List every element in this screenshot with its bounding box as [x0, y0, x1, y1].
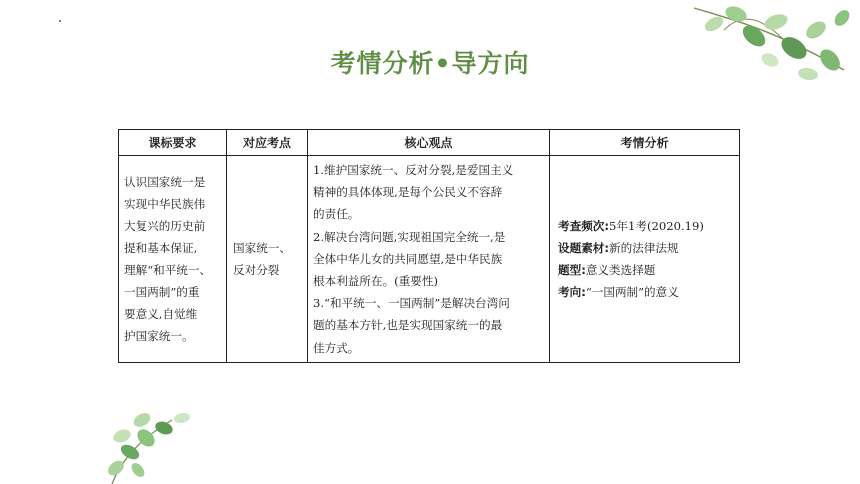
standard-line: 一国两制”的重: [124, 284, 200, 299]
leaf-branch-icon: [102, 408, 214, 484]
cell-analysis: [550, 156, 740, 363]
core-line: 佳方式。: [313, 340, 360, 355]
header-core: 核心观点: [308, 130, 550, 156]
stray-dot: [59, 20, 61, 22]
cell-core: [308, 156, 550, 363]
standard-line: 提和基本保证,: [124, 240, 198, 255]
standard-line: 要意义,自觉维: [124, 306, 198, 321]
standard-line: 护国家统一。: [124, 328, 194, 343]
core-line: 3.“和平统一、一国两制”是解决台湾问: [313, 296, 510, 311]
topic-line: 国家统一、: [233, 240, 291, 255]
core-line: 精神的具体体现,是每个公民义不容辞: [313, 185, 503, 200]
analysis-question-type: 题型:意义类选择题: [558, 262, 656, 277]
header-topic: 对应考点: [227, 130, 308, 156]
standard-line: 实现中华民族伟: [124, 196, 206, 211]
core-line: 题的基本方针,也是实现国家统一的最: [313, 318, 503, 333]
table-header-row: [119, 130, 740, 156]
table-row: [119, 156, 740, 363]
header-analysis: 考情分析: [550, 130, 740, 156]
standard-line: 认识国家统一是: [124, 174, 206, 189]
core-line: 的责任。: [313, 207, 360, 222]
topic-line: 反对分裂: [233, 262, 280, 277]
analysis-frequency: 考查频次:5年1考(2020.19): [558, 218, 704, 233]
analysis-direction: 考向:“一国两制”的意义: [558, 284, 679, 299]
core-line: 根本利益所在。(重要性): [313, 274, 438, 289]
page-title: 考情分析•导方向: [330, 49, 530, 78]
header-standard: 课标要求: [119, 130, 227, 156]
exam-analysis-table: [118, 129, 740, 363]
core-line: 2.解决台湾问题,实现祖国完全统一,是: [313, 229, 506, 244]
standard-line: 理解“和平统一、: [124, 262, 212, 277]
standard-line: 大复兴的历史前: [124, 218, 206, 233]
analysis-material: 设题素材:新的法律法规: [558, 240, 679, 255]
core-line: 1.维护国家统一、反对分裂,是爱国主义: [313, 163, 514, 177]
cell-topic: [227, 156, 308, 363]
core-line: 全体中华儿女的共同愿望,是中华民族: [313, 251, 503, 266]
cell-standard: [119, 156, 227, 363]
